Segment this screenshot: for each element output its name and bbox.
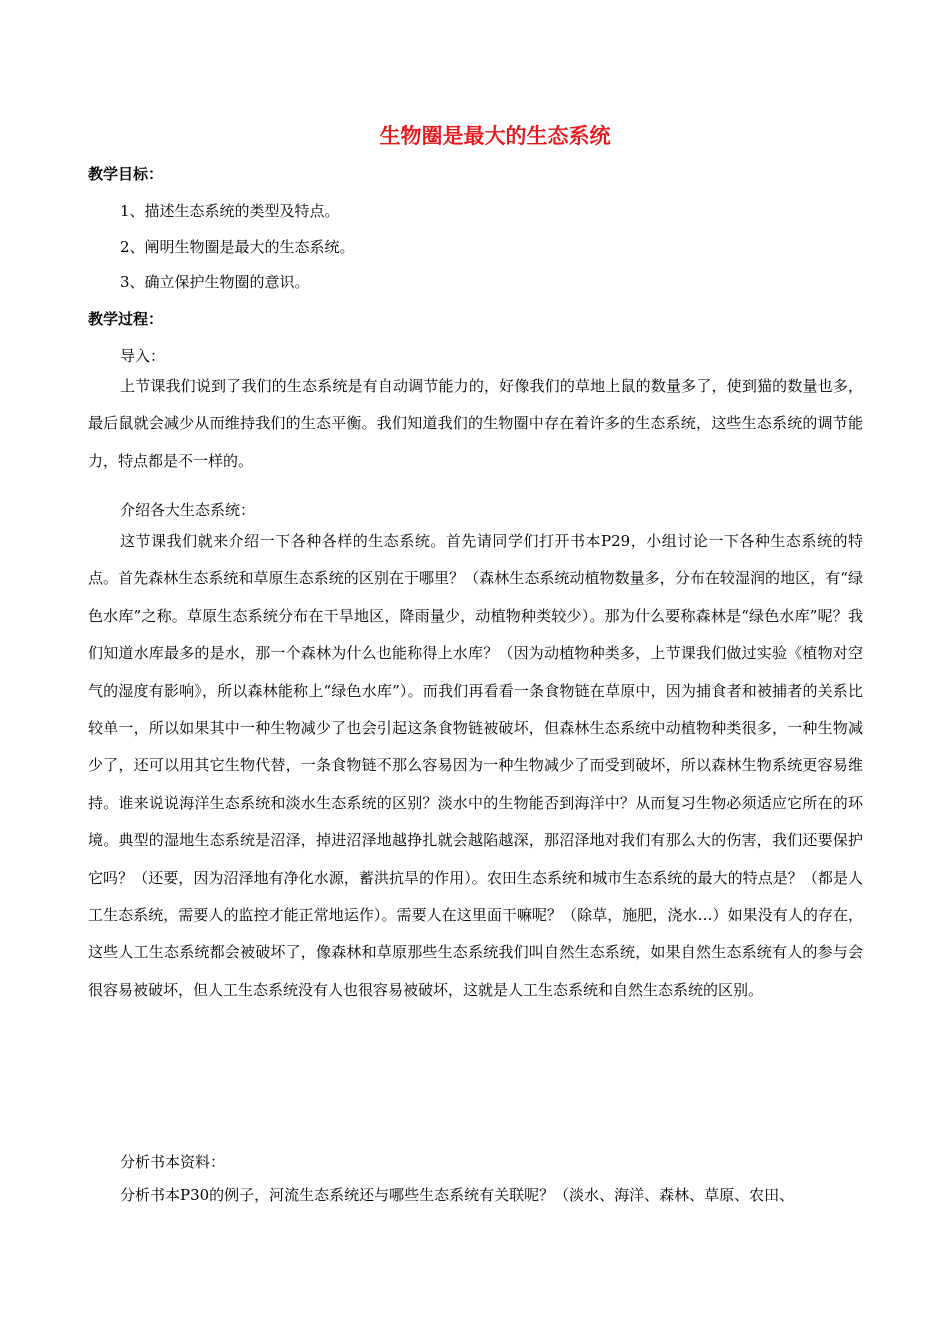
section-ecosystems-paragraph: 这节课我们就来介绍一下各种各样的生态系统。首先请同学们打开书本P29，小组讨论一下各种生态系统的特点。首先森林生态系统和草原生态系统的区别在于哪里？（森林生态系统动植物数量多，分布在较湿润的地区，有“绿色水库”之称。草原生态系统分布在干旱地区，降雨量少，动植物种类较少）。那为什么要称森林是“绿色水库”呢？我们知道水库最多的是水，那一个森林为什么也能称得上水库？（因为动植物种类多，上节课我们做过实验《植物对空气的湿度有影响》，所以森林能称上“绿色水库”）。而我们再看看一条食物链在草原中，因为捕食者和被捕者的关系比较单一，所以如果其中一种生物减少了也会引起这条食物链被破坏，但森林生态系统中动植物种类很多，一种生物减少了，还可以用其它生物代替，一条食物链不那么容易因为一种生物减少了而受到破坏，所以森林生物系统更容易维持。谁来说说海洋生态系统和淡水生态系统的区别？淡水中的生物能否到海洋中？从而复习生物必须适应它所在的环境。典型的湿地生态系统是沼泽，掉进沼泽地越挣扎就会越陷越深，那沼泽地对我们有那么大的伤害，我们还要保护它吗？（还要，因为沼泽地有净化水源，蓄洪抗旱的作用）。农田生态系统和城市生态系统的最大的特点是？（都是人工生态系统，需要人的监控才能正常地运作）。需要人在这里面干嘛呢？（除草，施肥，浇水…）如果没有人的存在，这些人工生态系统都会被破坏了，像森林和草原那些生态系统我们叫自然生态系统，如果自然生态系统有人的参与会很容易被破坏，但人工生态系统没有人也很容易被破坏，这就是人工生态系统和自然生态系统的区别。 <box>88 532 863 999</box>
document-title: 生物圈是最大的生态系统 <box>379 124 611 148</box>
intro-label: 导入： <box>120 347 166 365</box>
objective-item-2: 2、阐明生物圈是最大的生态系统。 <box>120 238 355 256</box>
section-analysis-label: 分析书本资料： <box>120 1153 226 1171</box>
process-heading: 教学过程： <box>88 310 164 328</box>
section-ecosystems-label: 介绍各大生态系统： <box>120 501 256 519</box>
objective-item-1: 1、描述生态系统的类型及特点。 <box>120 202 340 220</box>
intro-paragraph: 上节课我们说到了我们的生态系统是有自动调节能力的，好像我们的草地上鼠的数量多了，使到猫的数量也多，最后鼠就会减少从而维持我们的生态平衡。我们知道我们的生物圈中存在着许多的生态系统，这些生态系统的调节能力，特点都是不一样的。 <box>88 377 863 470</box>
objective-item-3: 3、确立保护生物圈的意识。 <box>120 273 310 291</box>
objectives-heading: 教学目标： <box>88 165 164 183</box>
section-analysis-paragraph: 分析书本P30的例子，河流生态系统还与哪些生态系统有关联呢？（淡水、海洋、森林、草原、农田、 <box>120 1186 795 1204</box>
